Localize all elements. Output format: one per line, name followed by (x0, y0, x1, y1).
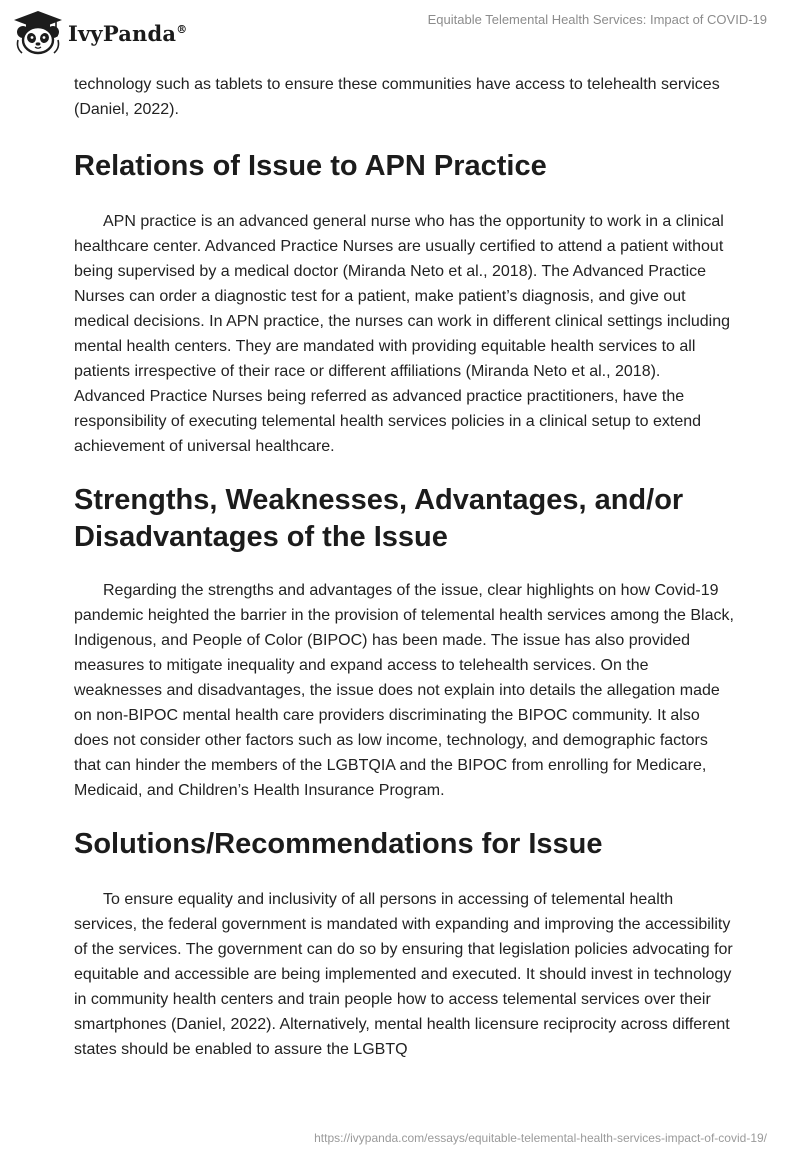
section-paragraph-strengths-weaknesses: Regarding the strengths and advantages of the issue, clear highlights on how Covid-19 pandemic heighted the barrier in the provision of telemental health services among the Black, Indigenous, and People of Color (BIPOC) has been made. The issue has also provided measures to mitigate inequality and expand access to telehealth services. On the weaknesses and disadvantages, the issue does not explain into details the allegation made on non-BIPOC mental health care providers discriminating the BIPOC community. It also does not consider other factors such as low income, technology, and demographic factors that can hinder the members of the LGBTQIA and the BIPOC from enrolling for Medicare, Medicaid, and Children’s Health Insurance Program. (74, 582, 734, 799)
source-url[interactable]: https://ivypanda.com/essays/equitable-telemental-health-services-impact-of-covid-19/ (314, 1131, 767, 1145)
section-heading-solutions: Solutions/Recommendations for Issue (74, 828, 603, 860)
panda-graduate-icon (12, 10, 64, 56)
essay-content (74, 72, 734, 1062)
ivypanda-logo[interactable] (12, 10, 187, 56)
logo-text: IvyPanda® (68, 20, 188, 46)
section-paragraph-apn-practice: APN practice is an advanced general nurse who has the opportunity to work in a clinical healthcare center. Advanced Practice Nurses are usually certified to attend a patient without being supervised by a medical doctor (Miranda Neto et al., 2018). The Advanced Practice Nurses can order a diagnostic test for a patient, make patient’s diagnosis, and give out medical decisions. In APN practice, the nurses can work in different clinical settings including mental health centers. They are mandated with providing equitable health services to all patients irrespective of their race or different affiliations (Miranda Neto et al., 2018). Advanced Practice Nurses being referred as advanced practice practitioners, have the responsibility of executing telemental health services policies in a clinical setup to extend achievement of universal healthcare. (74, 213, 731, 455)
document-title: Equitable Telemental Health Services: Impact of COVID-19 (427, 12, 767, 27)
page-header (0, 0, 800, 70)
section-heading-strengths-weaknesses: Strengths, Weaknesses, Advantages, and/or Disadvantages of the Issue (74, 484, 684, 553)
section-heading-apn-practice: Relations of Issue to APN Practice (74, 150, 547, 182)
registered-mark: ® (176, 22, 188, 36)
section-paragraph-solutions: To ensure equality and inclusivity of all persons in accessing of telemental health services, the federal government is mandated with expanding and improving the accessibility of the services. The government can do so by ensuring that legislation policies advocating for equitable and accessible are being implemented and executed. It should invest in technology in community health centers and train people how to access telemental services over their smartphones (Daniel, 2022). Alternatively, mental health licensure reciprocity across different states should be enabled to assure the LGBTQ (74, 891, 733, 1058)
intro-paragraph: technology such as tablets to ensure these communities have access to telehealth services (Daniel, 2022). (74, 76, 720, 118)
